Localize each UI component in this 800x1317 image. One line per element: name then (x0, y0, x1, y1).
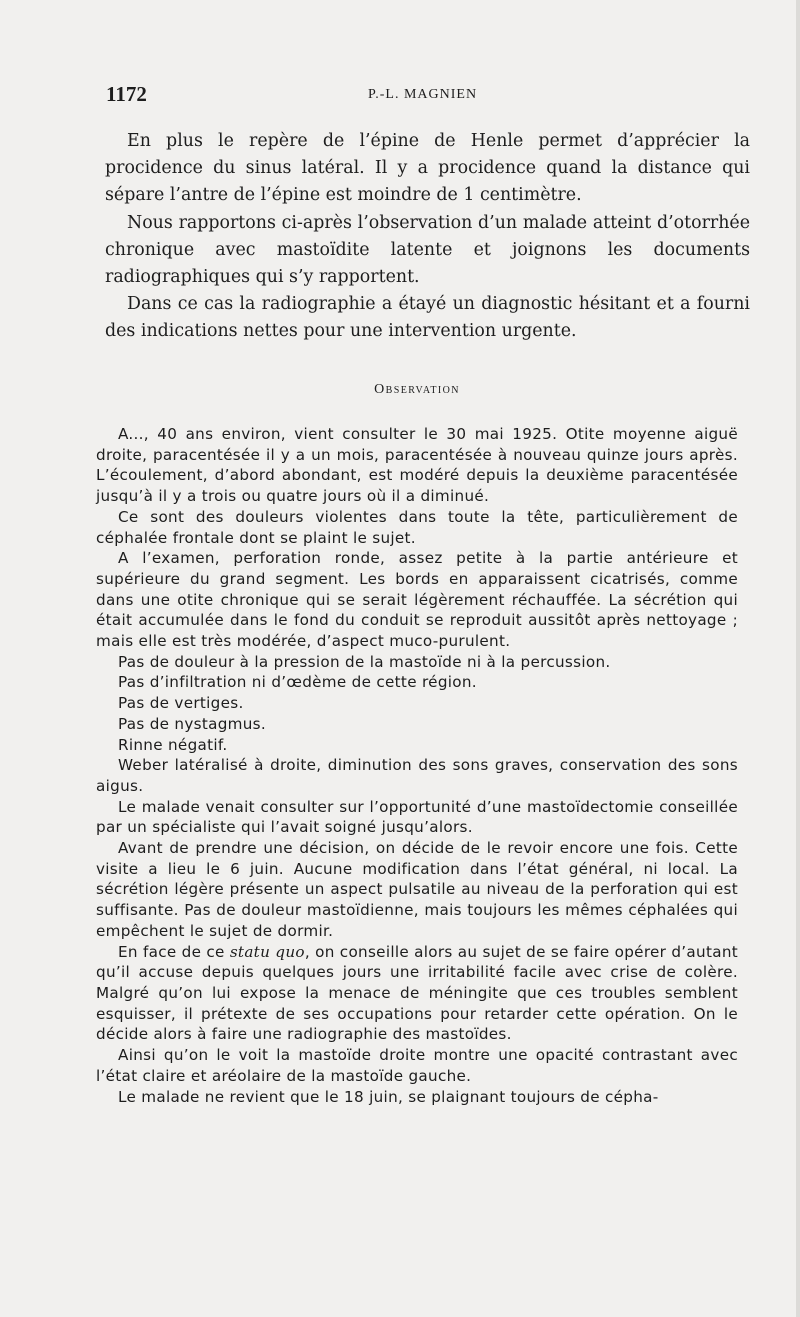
paragraph: Ainsi qu’on le voit la mastoïde droite montre une opacité contrastant avec l’état claire et aréolaire de la mastoïde gauche. (96, 1046, 738, 1085)
paragraph (96, 942, 738, 1046)
paragraph: A..., 40 ans environ, vient consulter le 30 mai 1925. Otite moyenne aiguë droite, paracentésée il y a un mois, paracentésée à nouveau quinze jours après. L’écoulement, d’abord abondant, est modéré depuis la deuxième paracentésée jusqu’à il y a trois ou quatre jours où il a diminué. (96, 425, 738, 506)
paragraph: Avant de prendre une décision, on décide de le revoir encore une fois. Cette visite a lieu le 6 juin. Aucune modification dans l’état général, ni local. La sécrétion légère présente un aspect pulsatile au niveau de la perforation qui est suffisante. Pas de douleur mastoïdienne, mais toujours les mêmes céphalées qui empêchent le sujet de dormir. (96, 839, 738, 940)
intro-text (105, 128, 750, 346)
paragraph: Pas de nystagmus. (118, 714, 267, 733)
paragraph: Le malade venait consulter sur l’opportunité d’une mastoïdectomie conseillée par un spécialiste qui l’avait soigné jusqu’alors. (96, 797, 738, 837)
observation-text (96, 424, 738, 1107)
page-edge (796, 0, 800, 1317)
paragraph: Pas de douleur à la pression de la mastoïde ni à la percussion. (118, 652, 611, 671)
paragraph: Pas d’infiltration ni d’œdème de cette région. (118, 673, 477, 692)
paragraph: Pas de vertiges. (118, 694, 244, 713)
paragraph: Le malade ne revient que le 18 juin, se plaignant toujours de cépha- (118, 1087, 659, 1106)
page-header (106, 82, 746, 112)
running-head: P.-L. MAGNIEN (368, 87, 478, 102)
paragraph: Nous rapportons ci-après l’observation d’un malade atteint d’otorrhée chronique avec mastoïdite latente et joignons les documents radiographiques qui s’y rapportent. (105, 212, 750, 288)
section-title: Observation (374, 382, 460, 397)
paragraph: Rinne négatif. (118, 735, 228, 754)
text-run: En face de ce (118, 942, 230, 961)
paragraph: A l’examen, perforation ronde, assez petite à la partie antérieure et supérieure du grand segment. Les bords en apparaissent cicatrisés, comme dans une otite chronique qui se serait légèrement réchauffée. La sécrétion qui était accumulée dans le fond du conduit se reproduit aussitôt après nettoyage ; mais elle est très modérée, d’aspect muco-purulent. (96, 549, 738, 651)
paragraph: Weber latéralisé à droite, diminution des sons graves, conservation des sons aigus. (96, 756, 738, 795)
page-number: 1172 (106, 82, 147, 106)
paragraph: Ce sont des douleurs violentes dans toute la tête, particulièrement de céphalée frontale dont se plaint le sujet. (96, 507, 738, 547)
paragraph: Dans ce cas la radiographie a étayé un diagnostic hésitant et a fourni des indications nettes pour une intervention urgente. (105, 294, 750, 342)
italic-text: statu quo (229, 942, 305, 961)
text-run: , on conseille alors au sujet de se faire opérer d’autant qu’il accuse depuis quelques jours une irritabilité facile avec crise de colère. Malgré qu’on lui expose la menace de méningite que ces troubles semblent esquisser, il prétexte de ses occupations pour retarder cette opération. On le décide alors à faire une radiographie des mastoïdes. (96, 942, 739, 1044)
paragraph: En plus le repère de l’épine de Henle permet d’apprécier la procidence du sinus latéral. Il y a procidence quand la distance qui sépare l’antre de l’épine est moindre de 1 centimètre. (105, 131, 750, 206)
